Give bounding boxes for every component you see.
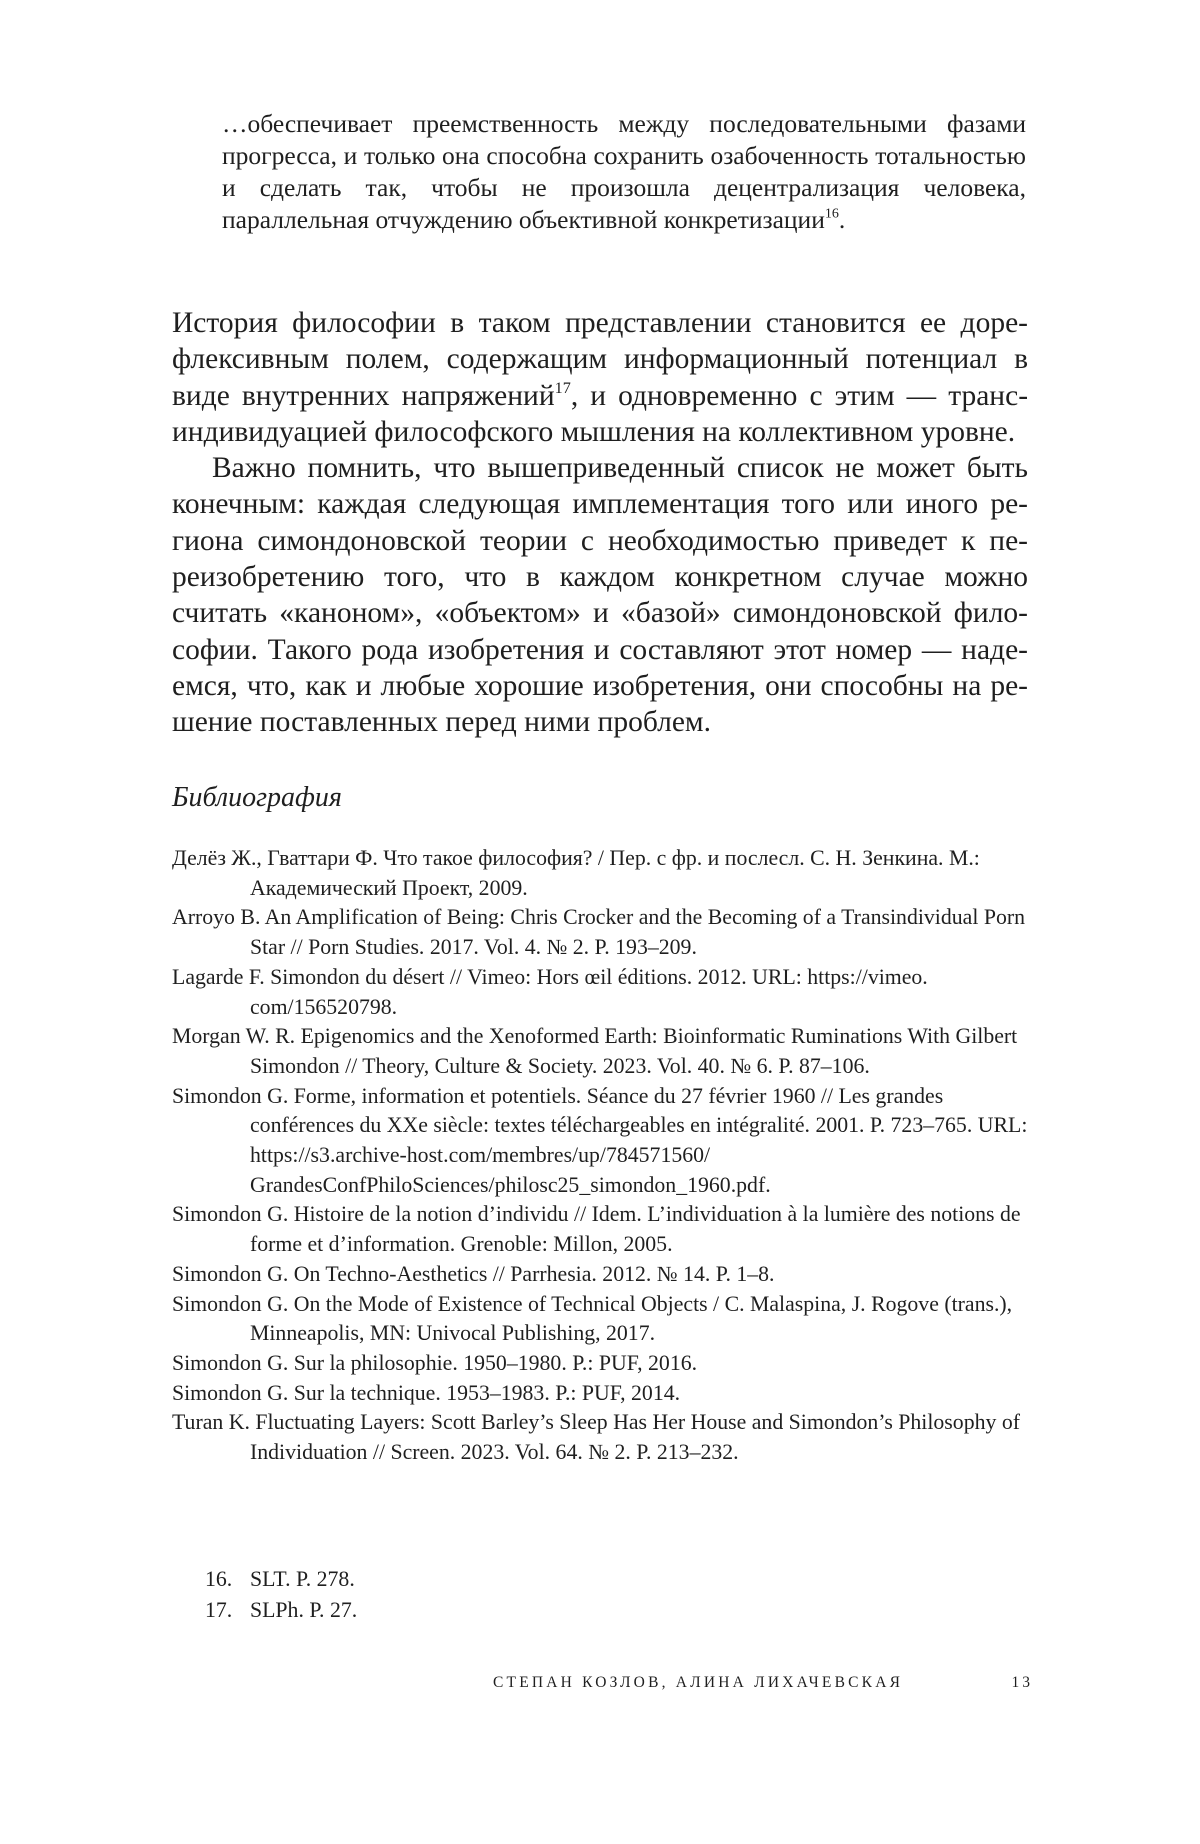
running-footer: [493, 1672, 1033, 1694]
bibliography-entry: Morgan W. R. Epigenomics and the Xenoformed Earth: Bioinformatic Ruminations With Gilbert Simondon // Theory, Culture & Society. 2023. Vol. 40. № 6. P. 87–106.: [172, 1024, 1018, 1078]
footnote-17: [205, 1595, 1005, 1626]
paragraph-1: [172, 305, 1028, 450]
footnote-number: 16.: [205, 1567, 233, 1591]
paragraph-1-text-b: , и одновременно с этим — трансиндивидуацией философского мышления на коллективном уровне.: [172, 379, 1029, 448]
footnote-16: [205, 1564, 1005, 1595]
quote-paragraph: [222, 108, 1026, 236]
bibliography-entry: Simondon G. Forme, information et potentiels. Séance du 27 février 1960 // Les grandes conférences du XXe siècle: textes téléchargeables en intégralité. 2001. P. 723–765. URL: https://s3.archive-host.com/membres/up/784571560/​GrandesConfPhiloSciences/philosc25_simondon_1960.pdf.: [172, 1083, 1028, 1197]
page-number: 13: [1011, 1674, 1033, 1691]
quote-end: .: [838, 205, 846, 234]
footnote-ref-17[interactable]: 17: [554, 378, 571, 397]
footer-authors: СТЕПАН КОЗЛОВ, АЛИНА ЛИХАЧЕВСКАЯ: [493, 1674, 904, 1691]
bibliography-list: [172, 844, 1028, 1468]
quote-text: …обеспечивает преемственность между последовательными фазами прогресса, и только она способна сохранить озабоченность тотальностью и сделать так, чтобы не произошла децентрализация человека, параллельная отчуждению объективной конкретизации: [222, 109, 1026, 234]
bibliography-entry: Simondon G. On the Mode of Existence of Technical Objects / C. Malaspina, J. Rogove (trans.), Minneapolis, MN: Univocal Publishing, 2017.: [172, 1291, 1013, 1346]
footnote-text: SLT. P. 278.: [250, 1567, 355, 1591]
bibliography-entry: Делёз Ж., Гваттари Ф. Что такое философия? / Пер. с фр. и послесл. С. Н. Зенкина. М.: Академический Проект, 2009.: [172, 846, 980, 900]
bibliography-entry: Simondon G. Histoire de la notion d’individu // Idem. L’individuation à la lumière des notions de forme et d’information. Grenoble: Millon, 2005.: [172, 1202, 1021, 1257]
footnote-ref-16[interactable]: 16: [824, 206, 839, 222]
footnote-number: 17.: [205, 1597, 233, 1622]
main-text: [172, 305, 1028, 741]
bibliography-entry: Lagarde F. Simondon du désert // Vimeo: Hors œil éditions. 2012. URL: https://vimeo.​com/156520798.: [172, 964, 928, 1019]
paragraph-1-text-a: История философии в таком представлении становится ее дорефлексивным полем, содержащим информационный потенциал в виде внутренних напряжений: [172, 307, 1028, 412]
bibliography-entry: Simondon G. Sur la philosophie. 1950–1980. P.: PUF, 2016.: [172, 1350, 698, 1375]
footnote-text: SLPh. P. 27.: [250, 1597, 358, 1622]
bibliography-entry: Turan K. Fluctuating Layers: Scott Barley’s Sleep Has Her House and Simondon’s Philosophy of Individuation // Screen. 2023. Vol. 64. № 2. P. 213–232.: [172, 1410, 1020, 1465]
bibliography-entry: Simondon G. On Techno-Aesthetics // Parrhesia. 2012. № 14. P. 1–8.: [172, 1261, 775, 1286]
bibliography-heading: Библиография: [172, 782, 342, 813]
footnotes: [205, 1564, 1005, 1625]
bibliography-entry: Arroyo B. An Amplification of Being: Chris Crocker and the Becoming of a Transindividual Porn Star // Porn Studies. 2017. Vol. 4. № 2. P. 193–209.: [172, 905, 1026, 960]
block-quote: [222, 108, 1026, 236]
paragraph-2: Важно помнить, что вышеприведенный список не может быть конечным: каждая следующая имплементация того или иного региона симондоновской теории с необходимостью приведет к переизобретению того, что в каждом конкретном случае можно считать «каноном», «объектом» и «базой» симондоновской философии. Такого рода изобретения и составляют этот номер — надеемся, что, как и любые хорошие изобретения, они способны на решение поставленных перед ними проблем.: [172, 452, 1028, 739]
bibliography-entry: Simondon G. Sur la technique. 1953–1983. P.: PUF, 2014.: [172, 1380, 681, 1405]
